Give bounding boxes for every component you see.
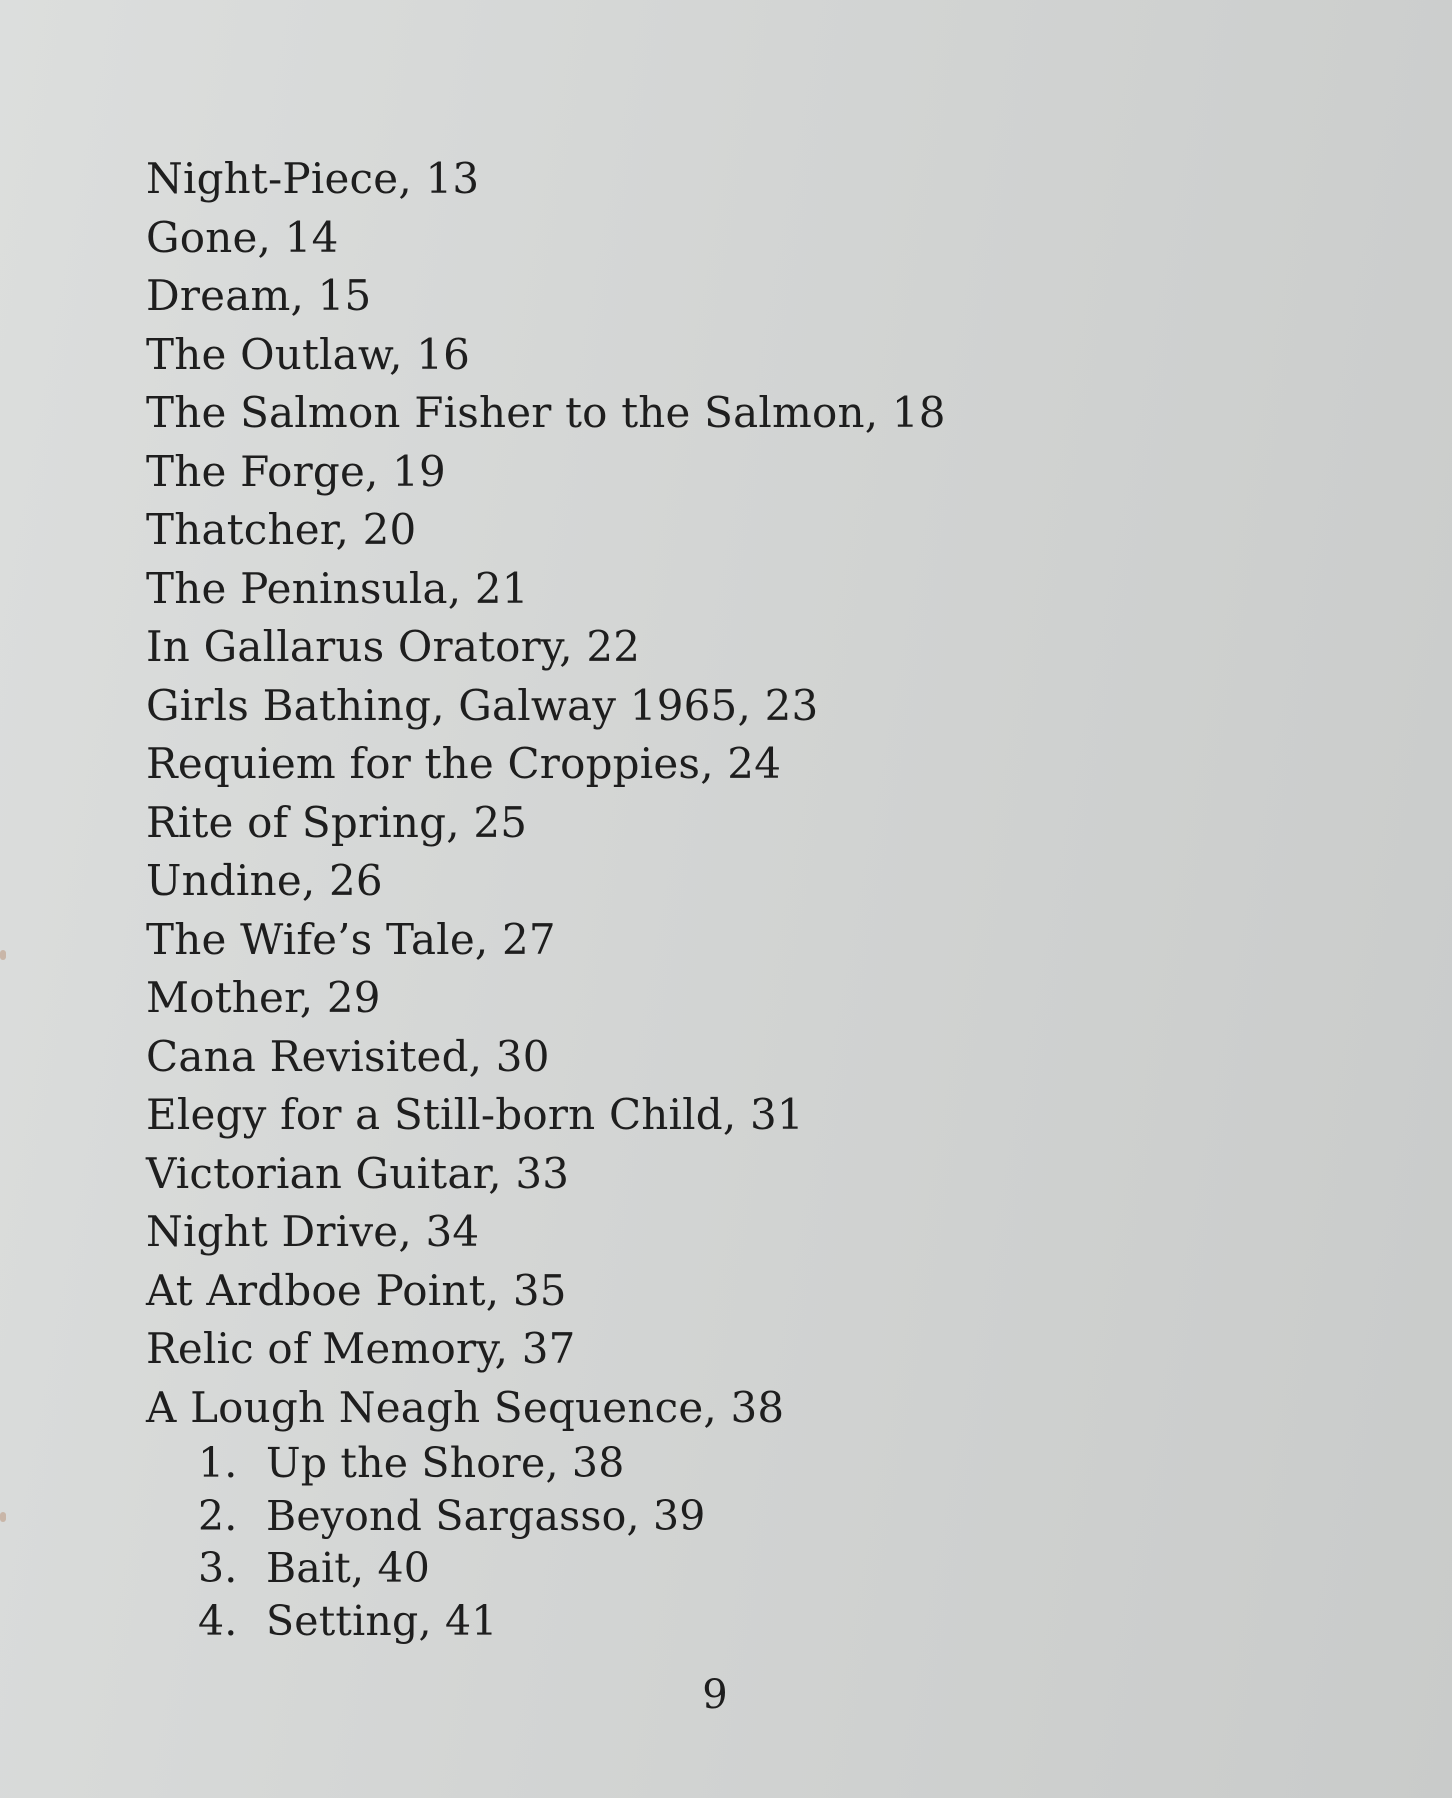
toc-entry: Cana Revisited, 30 bbox=[146, 1031, 550, 1081]
toc-entry: Night Drive, 34 bbox=[146, 1207, 480, 1256]
toc-entry: Victorian Guitar, 33 bbox=[146, 1148, 570, 1198]
toc-entry: Requiem for the Croppies, 24 bbox=[146, 739, 782, 788]
toc-entry-title: Requiem for the Croppies bbox=[146, 739, 701, 788]
toc-subentry-number: 1. bbox=[198, 1439, 238, 1487]
toc-entry: A Lough Neagh Sequence, 38 bbox=[146, 1382, 785, 1432]
toc-entry-title: Cana Revisited bbox=[146, 1031, 469, 1081]
toc-subentry-page: 40 bbox=[377, 1544, 431, 1592]
toc-entry-title: Relic of Memory bbox=[146, 1324, 495, 1373]
toc-entry: The Wife’s Tale, 27 bbox=[146, 914, 556, 964]
toc-entry: Gone, 14 bbox=[146, 212, 339, 262]
toc-entry-page: 21 bbox=[474, 563, 529, 613]
toc-entry-title: The Forge bbox=[146, 446, 366, 496]
toc-subentry-number: 2. bbox=[198, 1491, 238, 1540]
toc-entry: Elegy for a Still-born Child, 31 bbox=[146, 1090, 804, 1139]
toc-entry: Dream, 15 bbox=[146, 271, 372, 320]
toc-entry-page: 35 bbox=[512, 1265, 567, 1315]
toc-entry-page: 38 bbox=[730, 1382, 785, 1432]
toc-entry-page: 15 bbox=[317, 271, 372, 320]
toc-subentry-number: 4. bbox=[198, 1596, 238, 1645]
toc-entry-page: 18 bbox=[891, 388, 946, 437]
toc-entry-title: Girls Bathing, Galway 1965 bbox=[146, 680, 738, 730]
toc-subentry: 2. Beyond Sargasso, 39 bbox=[146, 1490, 1246, 1543]
toc-entry-page: 29 bbox=[326, 973, 381, 1022]
toc-entry-page: 23 bbox=[764, 680, 819, 730]
toc-entry-page: 34 bbox=[425, 1207, 480, 1256]
toc-entry-title: At Ardboe Point bbox=[146, 1265, 486, 1315]
toc-entry: Rite of Spring, 25 bbox=[146, 797, 528, 847]
toc-entry-title: A Lough Neagh Sequence bbox=[146, 1382, 704, 1432]
toc-entry: At Ardboe Point, 35 bbox=[146, 1265, 567, 1315]
toc-subentry-page: 39 bbox=[652, 1491, 706, 1540]
toc-entry: Undine, 26 bbox=[146, 856, 383, 905]
toc-subentry-number: 3. bbox=[198, 1544, 238, 1592]
toc-entry-page: 13 bbox=[425, 154, 480, 203]
toc-entry-title: In Gallarus Oratory bbox=[146, 622, 560, 671]
toc-entry-page: 22 bbox=[586, 622, 641, 671]
toc-entry-page: 14 bbox=[284, 212, 339, 262]
toc-subentry-title: Setting bbox=[266, 1596, 419, 1645]
toc-entry-title: The Outlaw bbox=[146, 329, 390, 379]
toc-entry-title: The Wife’s Tale bbox=[146, 914, 475, 964]
toc-subentry-page: 41 bbox=[444, 1596, 498, 1645]
toc-subentry-title: Up the Shore bbox=[266, 1439, 546, 1487]
toc-entry-title: Gone bbox=[146, 212, 258, 262]
toc-entry-page: 37 bbox=[521, 1324, 576, 1373]
toc-entry: Girls Bathing, Galway 1965, 23 bbox=[146, 680, 819, 730]
toc-entry: The Peninsula, 21 bbox=[146, 563, 529, 613]
table-of-contents bbox=[146, 150, 1246, 1647]
toc-entry-page: 33 bbox=[515, 1148, 570, 1198]
toc-entry-title: Rite of Spring bbox=[146, 797, 447, 847]
toc-entry-title: Night-Piece bbox=[146, 154, 399, 203]
toc-entry: Thatcher, 20 bbox=[146, 505, 417, 554]
toc-entry: Mother, 29 bbox=[146, 973, 381, 1022]
toc-subentry: 1. Up the Shore, 38 bbox=[146, 1437, 1246, 1490]
page-edge-mark bbox=[0, 1512, 6, 1522]
toc-entry-page: 24 bbox=[727, 739, 782, 788]
toc-subentry-page: 38 bbox=[571, 1439, 625, 1487]
toc-subentry-title: Beyond Sargasso bbox=[266, 1491, 627, 1540]
toc-entry-page: 27 bbox=[501, 914, 556, 964]
toc-entry: Relic of Memory, 37 bbox=[146, 1324, 576, 1373]
toc-entry: The Outlaw, 16 bbox=[146, 329, 471, 379]
toc-entry-title: Mother bbox=[146, 973, 300, 1022]
toc-entry: The Forge, 19 bbox=[146, 446, 446, 496]
toc-entry-page: 25 bbox=[473, 797, 528, 847]
toc-entry-title: Undine bbox=[146, 856, 302, 905]
toc-entry-title: Thatcher bbox=[146, 505, 336, 554]
toc-entry-page: 30 bbox=[495, 1031, 550, 1081]
toc-entry-page: 20 bbox=[362, 505, 417, 554]
page-number: 9 bbox=[702, 1672, 728, 1718]
toc-subentry: 4. Setting, 41 bbox=[146, 1595, 1246, 1648]
toc-entry-title: Dream bbox=[146, 271, 291, 320]
toc-entry-title: Night Drive bbox=[146, 1207, 399, 1256]
toc-subentry-title: Bait bbox=[266, 1544, 351, 1592]
toc-entry-page: 26 bbox=[328, 856, 383, 905]
toc-entry-title: Victorian Guitar bbox=[146, 1148, 489, 1198]
toc-entry-title: The Salmon Fisher to the Salmon bbox=[146, 388, 865, 437]
toc-subentry: 3. Bait, 40 bbox=[146, 1542, 1246, 1595]
toc-entry: The Salmon Fisher to the Salmon, 18 bbox=[146, 388, 946, 437]
page-edge-mark bbox=[0, 950, 6, 960]
toc-entry-page: 19 bbox=[392, 446, 446, 496]
toc-entry: In Gallarus Oratory, 22 bbox=[146, 622, 641, 671]
toc-entry: Night-Piece, 13 bbox=[146, 154, 480, 203]
toc-entry-page: 16 bbox=[416, 329, 471, 379]
toc-entry-page: 31 bbox=[750, 1090, 804, 1139]
toc-entry-title: Elegy for a Still-born Child bbox=[146, 1090, 723, 1139]
toc-entry-title: The Peninsula bbox=[146, 563, 448, 613]
